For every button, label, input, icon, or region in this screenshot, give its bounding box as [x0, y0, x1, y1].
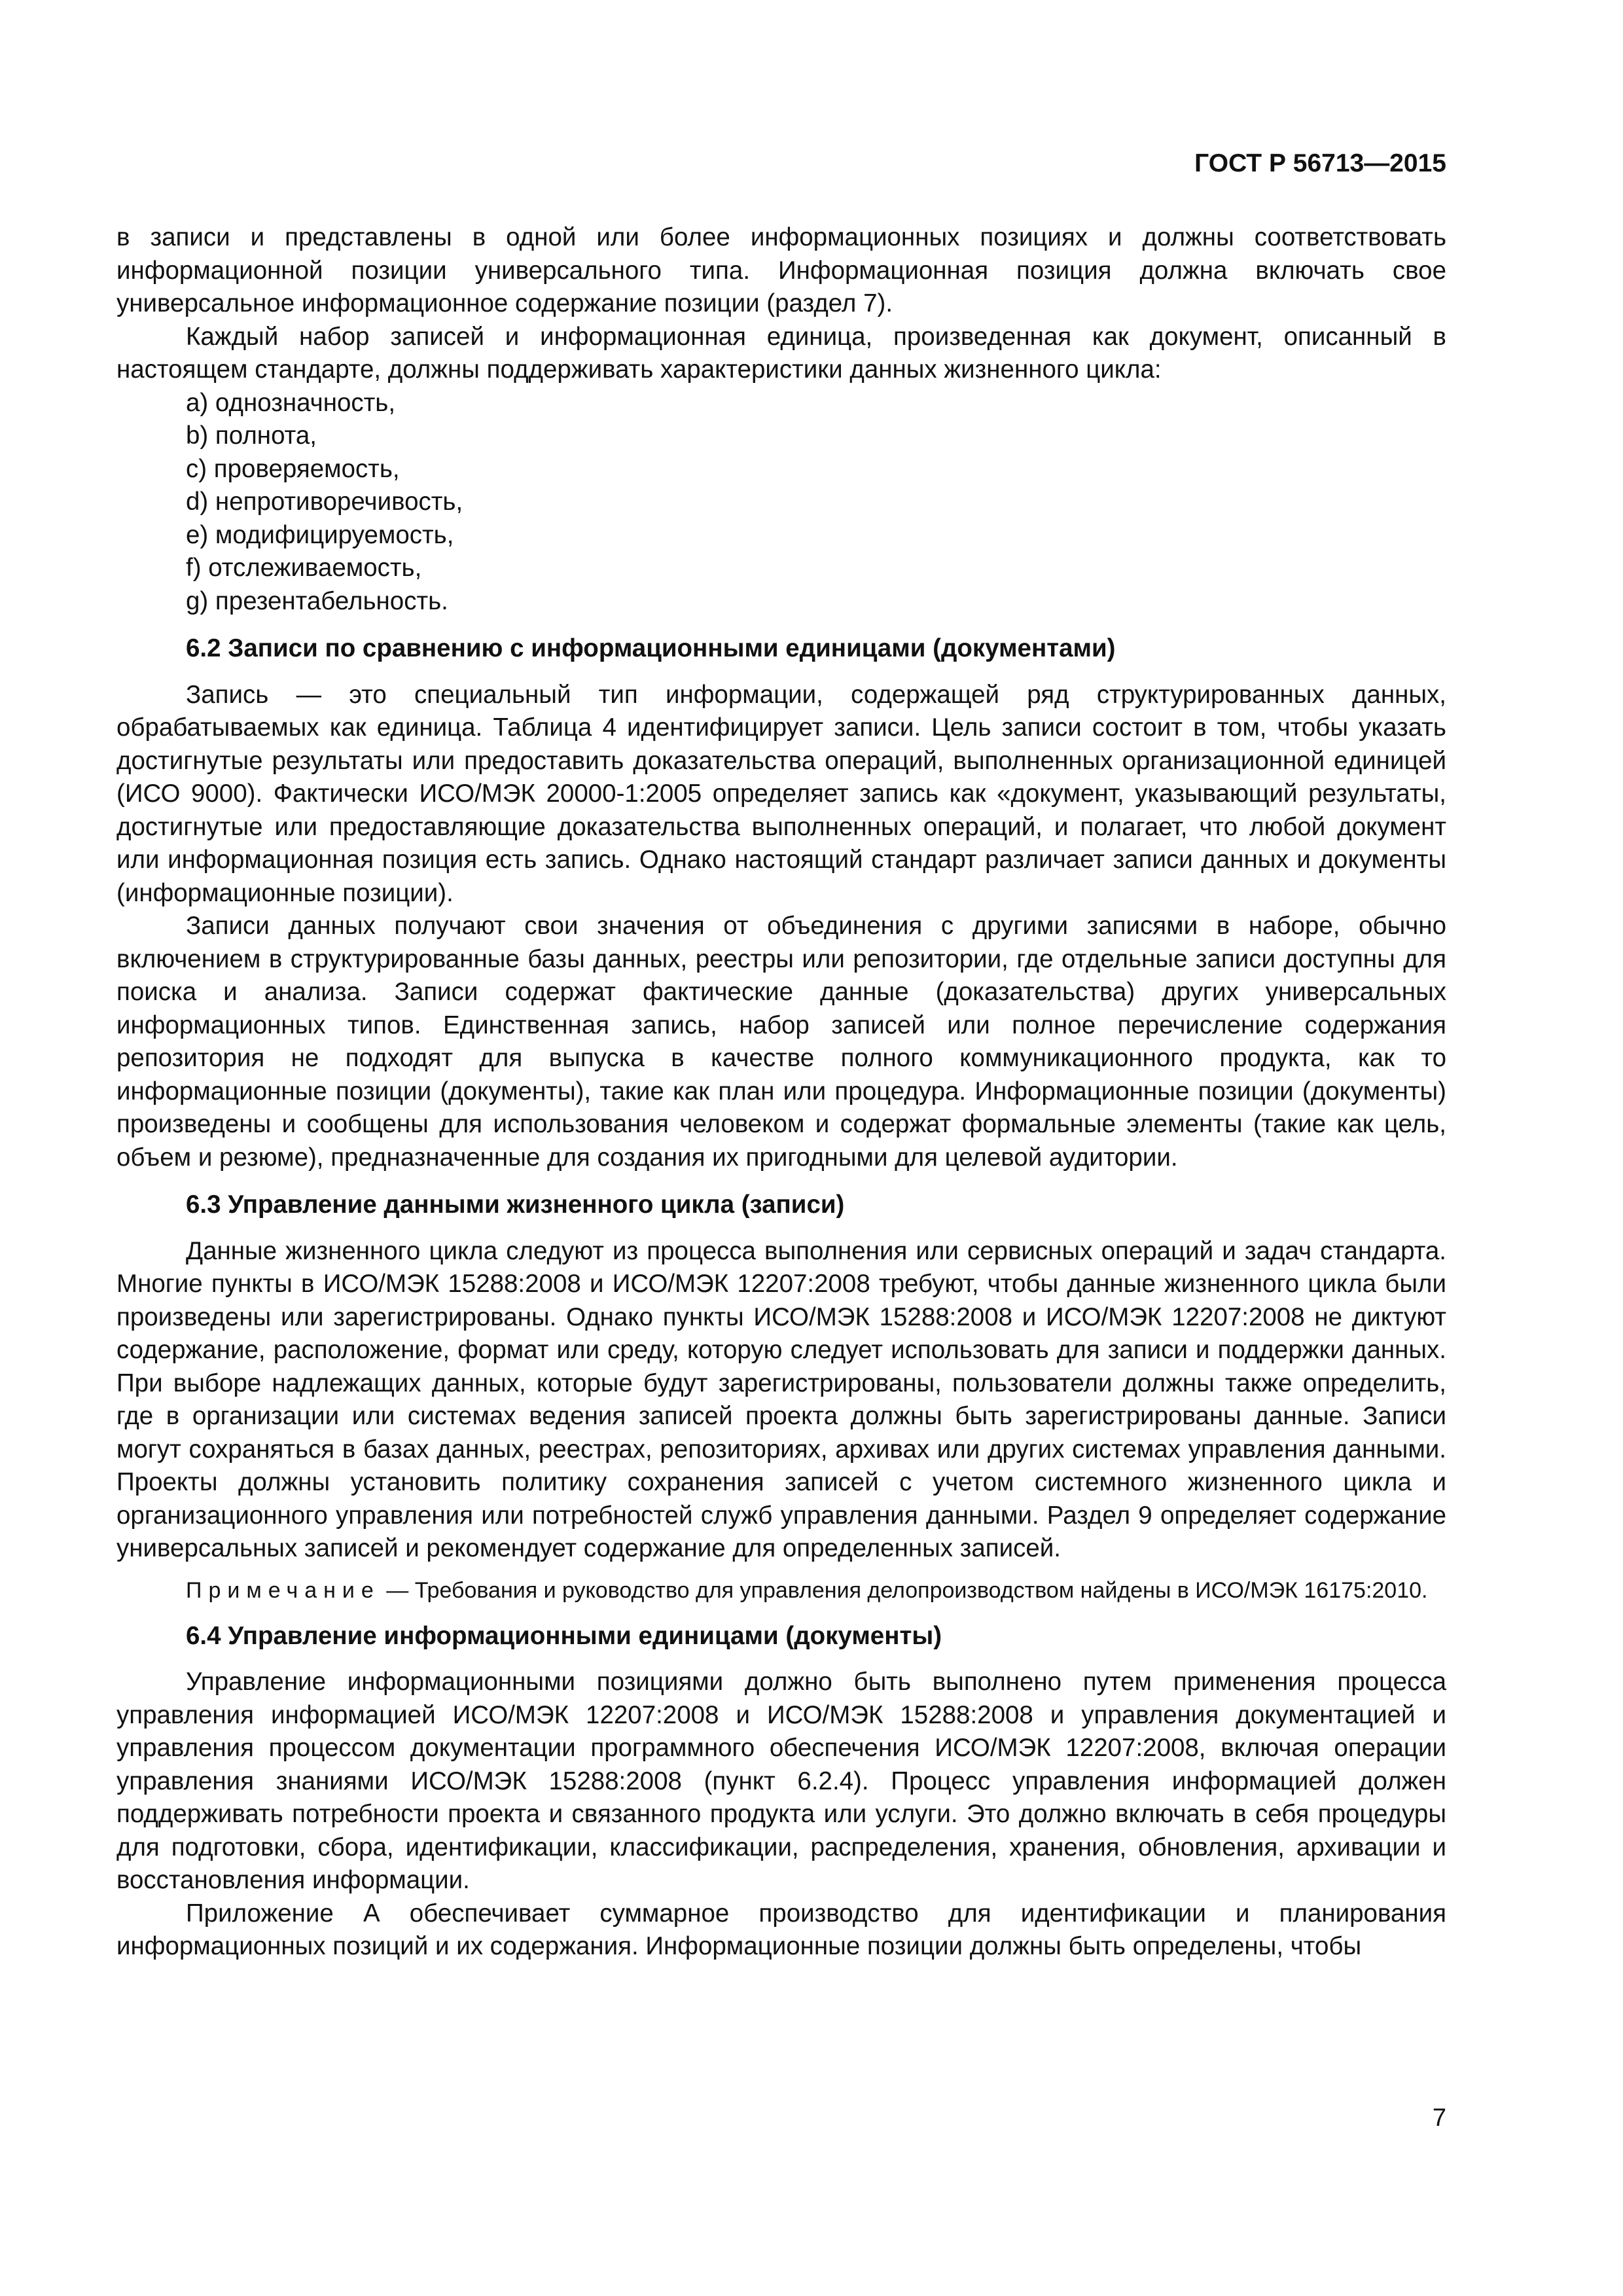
list-item: d) непротиворечивость, — [186, 488, 463, 516]
paragraph: Запись — это специальный тип информации, содержащей ряд структурированных данных, обрабатываемых как единица. Таблица 4 идентифицирует записи. Цель записи состоит в том, чтобы указать достигнутые результаты или предоставить доказательства операций, выполненных организационной единицей (ИСО 9000). Фактически ИСО/МЭК 20000-1:2005 определяет запись как «документ, указывающий результаты, достигнутые или предоставляющие доказательства выполненных операций, и полагает, что любой документ или информационная позиция есть запись. Однако настоящий стандарт различает записи данных и документы (информационные позиции). — [116, 680, 1446, 907]
paragraph: Данные жизненного цикла следуют из процесса выполнения или сервисных операций и задач стандарта. Многие пункты в ИСО/МЭК 15288:2008 и ИСО/МЭК 12207:2008 требуют, чтобы данные жизненного цикла были произведены или зарегистрированы. Однако пункты ИСО/МЭК 15288:2008 и ИСО/МЭК 12207:2008 не диктуют содержание, расположение, формат или среду, которую следует использовать для записи и поддержки данных. При выборе надлежащих данных, которые будут зарегистрированы, пользователи должны также определить, где в организации или системах ведения записей проекта должны быть зарегистрированы данные. Записи могут сохраняться в базах данных, реестрах, репозиториях, архивах или других системах управления данными. Проекты должны установить политику сохранения записей с учетом системного жизненного цикла и организационного управления или потребностей служб управления данными. Раздел 9 определяет содержание универсальных записей и рекомендует содержание для определенных записей. — [116, 1236, 1446, 1562]
section-heading-6-3: 6.3 Управление данными жизненного цикла (записи) — [186, 1191, 845, 1219]
section-heading-6-4: 6.4 Управление информационными единицами (документы) — [186, 1621, 942, 1650]
list-item: c) проверяемость, — [186, 454, 400, 483]
document-page — [116, 0, 1446, 2296]
note — [116, 1576, 1446, 1605]
list-item: g) презентабельность. — [186, 586, 448, 615]
list-item: a) однозначность, — [186, 388, 396, 417]
paragraph: Каждый набор записей и информационная единица, произведенная как документ, описанный в настоящем стандарте, должны поддерживать характеристики данных жизненного цикла: — [116, 322, 1446, 384]
characteristics-list — [116, 387, 1446, 619]
document-header: ГОСТ Р 56713—2015 — [1194, 149, 1446, 177]
list-item: b) полнота, — [186, 422, 317, 450]
paragraph: Управление информационными позициями должно быть выполнено путем применения процесса управления информацией ИСО/МЭК 12207:2008 и ИСО/МЭК 15288:2008 и управления документацией и управления процессом документации программного обеспечения ИСО/МЭК 12207:2008, включая операции управления знаниями ИСО/МЭК 15288:2008 (пункт 6.2.4). Процесс управления информацией должен поддерживать потребности проекта и связанного продукта или услуги. Это должно включать в себя процедуры для подготовки, сбора, идентификации, классификации, распределения, хранения, обновления, архивации и восстановления информации. — [116, 1668, 1446, 1894]
paragraph: в записи и представлены в одной или более информационных позициях и должны соответствовать информационной позиции универсального типа. Информационная позиция должна включать свое универсальное информационное содержание позиции (раздел 7). — [116, 223, 1446, 317]
paragraph: Записи данных получают свои значения от объединения с другими записями в наборе, обычно включением в структурированные базы данных, реестры или репозитории, где отдельные записи доступны для поиска и анализа. Записи содержат фактические данные (доказательства) других универсальных информационных типов. Единственная запись, набор записей или полное перечисление содержания репозитория не подходят для выпуска в качестве полного коммуникационного продукта, как то информационные позиции (документы), такие как план или процедура. Информационные позиции (документы) произведены и сообщены для использования человеком и содержат формальные элементы (такие как цель, объем и резюме), предназначенные для создания их пригодными для целевой аудитории. — [116, 912, 1446, 1172]
note-text: — Требования и руководство для управления делопроизводством найдены в ИСО/МЭК 16175:2010. — [380, 1577, 1428, 1603]
paragraph: Приложение А обеспечивает суммарное производство для идентификации и планирования информационных позиций и их содержания. Информационные позиции должны быть определены, чтобы — [116, 1899, 1446, 1960]
document-body — [116, 221, 1446, 1964]
section-heading-6-2: 6.2 Записи по сравнению с информационными единицами (документами) — [186, 634, 1116, 662]
page-number: 7 — [1432, 2104, 1446, 2132]
note-label: Примечание — [186, 1577, 380, 1603]
list-item: e) модифицируемость, — [186, 520, 454, 549]
list-item: f) отслеживаемость, — [186, 554, 422, 582]
